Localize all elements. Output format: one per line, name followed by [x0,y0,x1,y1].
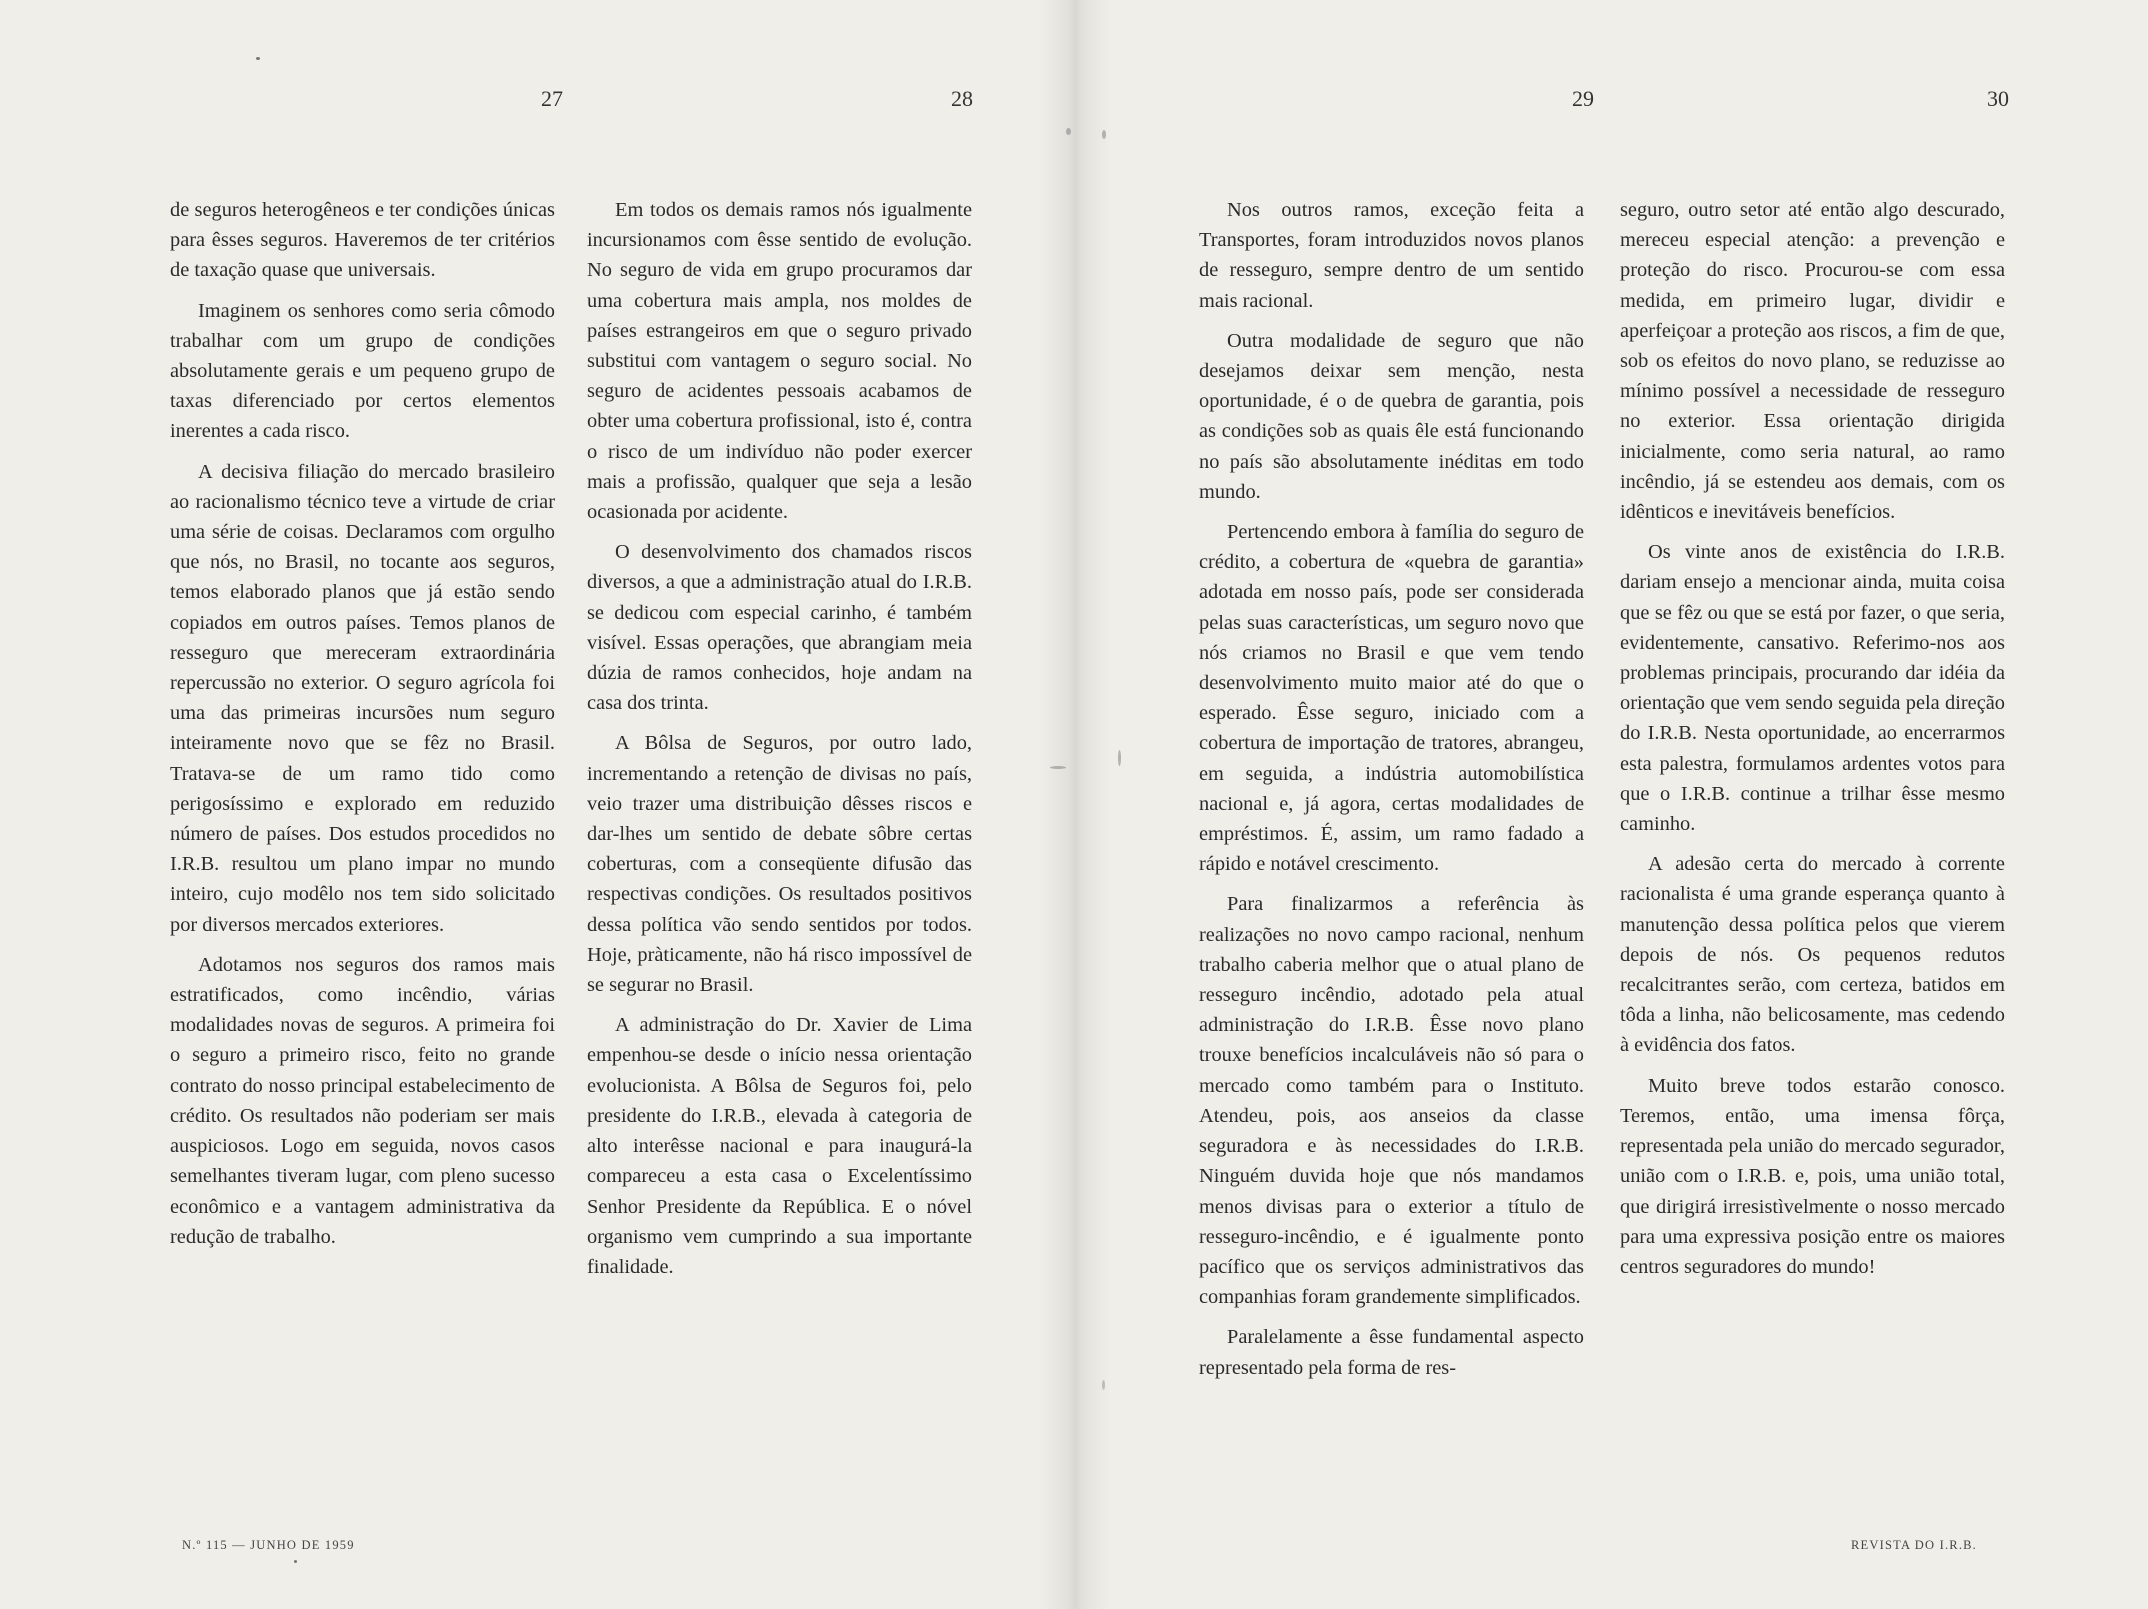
paragraph: Imaginem os senhores como seria cômodo trabalhar com um grupo de condições absolutamente gerais e um pequeno grupo de taxas diferenciado por certos elementos inerentes a cada risco. [170,299,555,443]
binding-gutter [1040,0,1110,1609]
paragraph: de seguros heterogêneos e ter condições únicas para êsses seguros. Haveremos de ter critérios de taxação quase que universais. [170,199,555,282]
scan-speck [1066,128,1071,135]
text-column-page-28 [587,195,972,1292]
scan-speck [294,1560,297,1563]
scan-speck [1102,130,1106,139]
paragraph: Outra modalidade de seguro que não desejamos deixar sem menção, nesta oportunidade, é o de quebra de garantia, pois as condições sob as quais êle está funcionando no país são absolutamente inéditas em todo mundo. [1199,329,1584,503]
paragraph: Para finalizarmos a referência às realizações no novo campo racional, nenhum trabalho caberia melhor que o atual plano de resseguro incêndio, adotado pela atual administração do I.R.B. Êsse novo plano trouxe benefícios incalculáveis não só para o mercado como também para o Instituto. Atendeu, pois, aos anseios da classe seguradora e às necessidades do I.R.B. Ninguém duvida hoje que nós mandamos menos divisas para o exterior a título de resseguro-incêndio, e é igualmente ponto pacífico que os serviços administrativos das companhias foram grandemente simplificados. [1199,893,1584,1309]
scan-speck [1102,1380,1105,1390]
page-number-27: 27 [541,86,563,111]
paragraph: Pertencendo embora à família do seguro de crédito, a cobertura de «quebra de garantia» adotada em nosso país, pode ser considerada pelas suas características, um seguro novo que nós criamos no Brasil e que vem tendo desenvolvimento muito maior até do que o esperado. Êsse seguro, iniciado com a cobertura de importação de tratores, abrangeu, em seguida, a indústria automobilística nacional e, já agora, certas modalidades de empréstimos. É, assim, um ramo fadado a rápido e notável crescimento. [1199,521,1584,876]
paragraph: Os vinte anos de existência do I.R.B. dariam ensejo a mencionar ainda, muita coisa que se fêz ou que se está por fazer, o que seria, evidentemente, cansativo. Referimo-nos aos problemas principais, procurando dar idéia da orientação que vem sendo seguida pela direção do I.R.B. Nesta oportunidade, ao encerrarmos esta palestra, formulamos ardentes votos para que o I.R.B. continue a trilhar êsse mesmo caminho. [1620,541,2005,836]
page-number-30: 30 [1987,86,2009,111]
text-column-page-29 [1199,195,1584,1393]
page-number-29: 29 [1572,86,1594,111]
scan-speck [1118,750,1121,766]
text-column-page-30 [1620,195,2005,1292]
text-column-page-27 [170,195,555,1262]
paragraph: A Bôlsa de Seguros, por outro lado, incrementando a retenção de divisas no país, veio trazer uma distribuição dêsses riscos e dar-lhes um sentido de debate sôbre certas coberturas, com a conseqüente difusão das respectivas condições. Os resultados positivos dessa política vão sendo sentidos por todos. Hoje, pràticamente, não há risco impossível de se segurar no Brasil. [587,732,972,997]
scan-speck [1050,766,1066,769]
paragraph: Paralelamente a êsse fundamental aspecto representado pela forma de res- [1199,1326,1584,1379]
page-number-28: 28 [951,86,973,111]
paragraph: seguro, outro setor até então algo descurado, mereceu especial atenção: a prevenção e proteção do risco. Procurou-se com essa medida, em primeiro lugar, dividir e aperfeiçoar a proteção aos riscos, a fim de que, sob os efeitos do novo plano, se reduzisse ao mínimo possível a necessidade de resseguro no exterior. Essa orientação dirigida inicialmente, como seria natural, ao ramo incêndio, já se estendeu aos demais, com os idênticos e inevitáveis benefícios. [1620,199,2005,524]
scan-speck [256,57,260,60]
paragraph: O desenvolvimento dos chamados riscos diversos, a que a administração atual do I.R.B. se dedicou com especial carinho, é também visível. Essas operações, que abrangiam meia dúzia de ramos conhecidos, hoje andam na casa dos trinta. [587,541,972,715]
footer-issue: N.º 115 — JUNHO DE 1959 [182,1538,355,1552]
paragraph: Nos outros ramos, exceção feita a Transportes, foram introduzidos novos planos de resseguro, sempre dentro de um sentido mais racional. [1199,199,1584,312]
paragraph: A adesão certa do mercado à corrente racionalista é uma grande esperança quanto à manutenção dessa política pelos que vierem depois de nós. Os pequenos redutos recalcitrantes serão, com certeza, batidos em tôda a linha, não belicosamente, mas cedendo à evidência dos fatos. [1620,853,2005,1057]
paragraph: A administração do Dr. Xavier de Lima empenhou-se desde o início nessa orientação evolucionista. A Bôlsa de Seguros foi, pelo presidente do I.R.B., elevada à categoria de alto interêsse nacional e para inaugurá-la compareceu a esta casa o Excelentíssimo Senhor Presidente da República. E o nóvel organismo vem cumprindo a sua importante finalidade. [587,1014,972,1278]
paragraph: A decisiva filiação do mercado brasileiro ao racionalismo técnico teve a virtude de criar uma série de coisas. Declaramos com orgulho que nós, no Brasil, no tocante aos seguros, temos elaborado planos que já estão sendo copiados em outros países. Temos planos de resseguro que mereceram extraordinária repercussão no exterior. O seguro agrícola foi uma das primeiras incursões num seguro inteiramente novo que se fêz no Brasil. Tratava-se de um ramo tido como perigosíssimo e explorado em reduzido número de países. Dos estudos procedidos no I.R.B. resultou um plano impar no mundo inteiro, cujo modêlo nos tem sido solicitado por diversos mercados exteriores. [170,460,555,936]
paragraph: Adotamos nos seguros dos ramos mais estratificados, como incêndio, várias modalidades novas de seguros. A primeira foi o seguro a primeiro risco, feito no grande contrato do nosso principal estabelecimento de crédito. Os resultados não poderiam ser mais auspiciosos. Logo em seguida, novos casos semelhantes tiveram lugar, com pleno sucesso econômico e a vantagem administrativa da redução de trabalho. [170,953,555,1248]
footer-journal: REVISTA DO I.R.B. [1851,1538,1978,1552]
paragraph: Em todos os demais ramos nós igualmente incursionamos com êsse sentido de evolução. No seguro de vida em grupo procuramos dar uma cobertura mais ampla, nos moldes de países estrangeiros em que o seguro privado substitui com vantagem o seguro social. No seguro de acidentes pessoais acabamos de obter uma cobertura profissional, isto é, contra o risco de um indivíduo não poder exercer mais a profissão, qualquer que seja a lesão ocasionada por acidente. [587,199,972,524]
paragraph: Muito breve todos estarão conosco. Teremos, então, uma imensa fôrça, representada pela união do mercado segurador, união com o I.R.B. e, pois, uma união total, que dirigirá irresistìvelmente o nosso mercado para uma expressiva posição entre os maiores centros seguradores do mundo! [1620,1074,2005,1278]
